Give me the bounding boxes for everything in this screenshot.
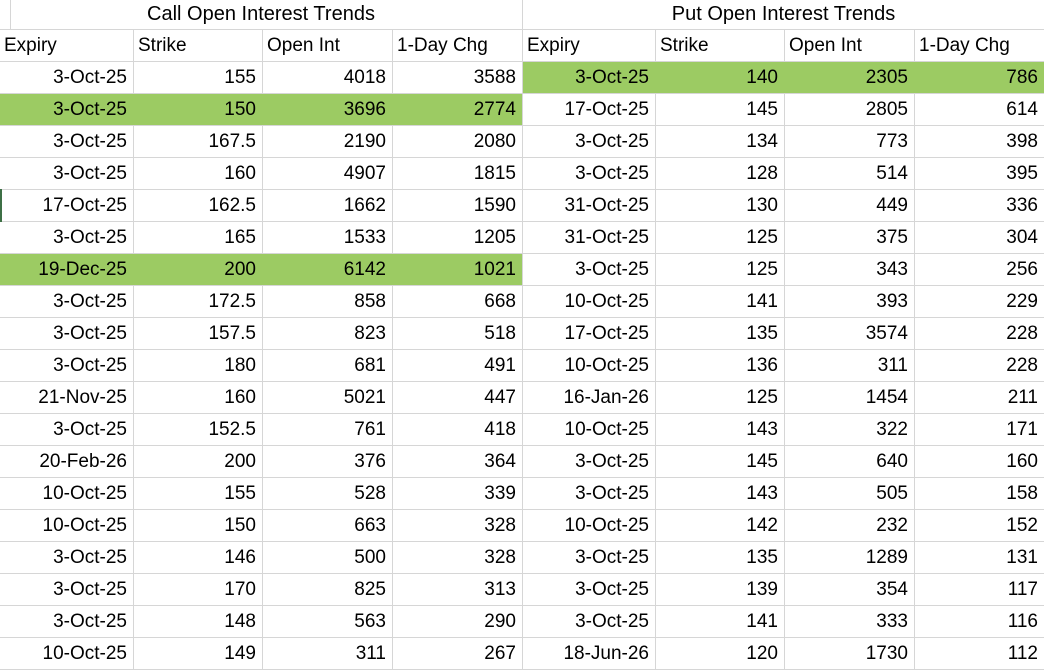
call-table-rows — [0, 62, 522, 670]
cell-open-int[interactable]: 2190 — [262, 126, 392, 157]
cell-chg[interactable]: 313 — [392, 574, 522, 605]
row-edge-marker — [0, 189, 2, 222]
cell-open-int[interactable]: 375 — [784, 222, 914, 253]
table-row — [523, 446, 1044, 478]
table-row — [0, 542, 522, 574]
cell-expiry[interactable]: 10-Oct-25 — [42, 483, 127, 504]
cell-strike[interactable]: 128 — [655, 158, 784, 189]
cell-expiry[interactable]: 3-Oct-25 — [53, 227, 127, 248]
cell-strike[interactable]: 149 — [133, 638, 262, 669]
cell-expiry[interactable]: 3-Oct-25 — [53, 547, 127, 568]
cell-open-int[interactable]: 322 — [784, 414, 914, 445]
cell-strike[interactable]: 142 — [655, 510, 784, 541]
table-row — [0, 574, 522, 606]
table-row — [0, 478, 522, 510]
put-table-rows — [523, 62, 1044, 670]
put-table-header-row — [523, 30, 1044, 62]
cell-chg[interactable]: 267 — [392, 638, 522, 669]
cell-chg[interactable]: 2774 — [473, 99, 516, 120]
table-row — [523, 542, 1044, 574]
cell-strike[interactable]: 136 — [655, 350, 784, 381]
put-table-title-row — [523, 0, 1044, 30]
cell-open-int[interactable]: 393 — [784, 286, 914, 317]
cell-open-int[interactable]: 681 — [262, 350, 392, 381]
cell-strike[interactable]: 150 — [224, 99, 256, 120]
cell-expiry[interactable]: 17-Oct-25 — [564, 99, 649, 120]
cell-expiry[interactable]: 3-Oct-25 — [53, 163, 127, 184]
cell-chg[interactable]: 668 — [392, 286, 522, 317]
cell-expiry[interactable]: 10-Oct-25 — [564, 291, 649, 312]
cell-open-int[interactable]: 354 — [784, 574, 914, 605]
table-row — [0, 382, 522, 414]
cell-open-int[interactable]: 500 — [262, 542, 392, 573]
table-row — [0, 126, 522, 158]
cell-open-int[interactable]: 2805 — [784, 94, 914, 125]
cell-open-int[interactable]: 858 — [262, 286, 392, 317]
table-row — [0, 606, 522, 638]
cell-strike[interactable]: 134 — [655, 126, 784, 157]
cell-strike[interactable]: 125 — [655, 382, 784, 413]
call-table-title-row — [0, 0, 522, 30]
table-row — [523, 254, 1044, 286]
cell-open-int[interactable]: 2305 — [865, 67, 908, 88]
table-row — [0, 446, 522, 478]
table-row — [523, 574, 1044, 606]
cell-strike[interactable]: 141 — [655, 606, 784, 637]
table-row — [523, 510, 1044, 542]
cell-open-int[interactable]: 5021 — [262, 382, 392, 413]
cell-open-int[interactable]: 825 — [262, 574, 392, 605]
cell-strike[interactable]: 145 — [655, 446, 784, 477]
table-row — [523, 606, 1044, 638]
cell-open-int[interactable]: 563 — [262, 606, 392, 637]
cell-open-int[interactable]: 1289 — [784, 542, 914, 573]
column-header-expiry[interactable]: Expiry — [527, 35, 580, 56]
cell-strike[interactable]: 200 — [224, 259, 256, 280]
cell-expiry[interactable]: 3-Oct-25 — [575, 579, 649, 600]
cell-strike[interactable]: 172.5 — [133, 286, 262, 317]
cell-open-int[interactable]: 1662 — [262, 190, 392, 221]
table-row-highlighted — [0, 94, 522, 126]
cell-expiry[interactable]: 3-Oct-25 — [575, 131, 649, 152]
cell-expiry[interactable]: 10-Oct-25 — [564, 515, 649, 536]
table-row — [0, 62, 522, 94]
cell-expiry[interactable]: 3-Oct-25 — [575, 259, 649, 280]
cell-strike[interactable]: 150 — [133, 510, 262, 541]
cell-open-int[interactable]: 6142 — [343, 259, 386, 280]
cell-open-int[interactable]: 333 — [784, 606, 914, 637]
column-header-strike[interactable]: Strike — [133, 30, 262, 61]
cell-strike[interactable]: 139 — [655, 574, 784, 605]
cell-expiry[interactable]: 10-Oct-25 — [42, 515, 127, 536]
cell-expiry[interactable]: 10-Oct-25 — [42, 643, 127, 664]
put-open-interest-table — [522, 0, 1044, 670]
cell-expiry[interactable]: 3-Oct-25 — [53, 131, 127, 152]
cell-strike[interactable]: 160 — [133, 158, 262, 189]
cell-strike[interactable]: 180 — [133, 350, 262, 381]
table-row — [523, 478, 1044, 510]
column-header-strike[interactable]: Strike — [655, 30, 784, 61]
cell-strike[interactable]: 155 — [133, 478, 262, 509]
cell-strike[interactable]: 146 — [133, 542, 262, 573]
table-row — [0, 350, 522, 382]
cell-chg[interactable]: 786 — [1006, 67, 1038, 88]
column-header-1-day-chg[interactable]: 1-Day Chg — [914, 30, 1044, 61]
cell-strike[interactable]: 143 — [655, 478, 784, 509]
cell-open-int[interactable]: 3574 — [784, 318, 914, 349]
cell-expiry[interactable]: 3-Oct-25 — [53, 579, 127, 600]
table-row — [523, 190, 1044, 222]
cell-expiry[interactable]: 3-Oct-25 — [53, 355, 127, 376]
table-row — [523, 382, 1044, 414]
cell-open-int[interactable]: 773 — [784, 126, 914, 157]
cell-strike[interactable]: 130 — [655, 190, 784, 221]
table-row — [0, 510, 522, 542]
table-row — [523, 94, 1044, 126]
cell-expiry[interactable]: 3-Oct-25 — [575, 483, 649, 504]
cell-strike[interactable]: 141 — [655, 286, 784, 317]
cell-strike[interactable]: 157.5 — [133, 318, 262, 349]
cell-expiry[interactable]: 3-Oct-25 — [53, 291, 127, 312]
cell-chg[interactable]: 112 — [914, 638, 1044, 669]
cell-chg[interactable]: 160 — [914, 446, 1044, 477]
column-header-open-int[interactable]: Open Int — [262, 30, 392, 61]
cell-strike[interactable]: 143 — [655, 414, 784, 445]
cell-expiry[interactable]: 3-Oct-25 — [575, 451, 649, 472]
cell-open-int[interactable]: 514 — [784, 158, 914, 189]
cell-strike[interactable]: 162.5 — [133, 190, 262, 221]
table-row — [0, 190, 522, 222]
cell-chg[interactable]: 328 — [392, 510, 522, 541]
cell-chg[interactable]: 328 — [392, 542, 522, 573]
table-row — [523, 414, 1044, 446]
cell-chg[interactable]: 304 — [914, 222, 1044, 253]
cell-expiry[interactable]: 19-Dec-25 — [38, 259, 127, 280]
cell-chg[interactable]: 116 — [914, 606, 1044, 637]
cell-strike[interactable]: 125 — [655, 222, 784, 253]
table-row — [0, 286, 522, 318]
cell-chg[interactable]: 228 — [914, 350, 1044, 381]
cell-open-int[interactable]: 3696 — [343, 99, 386, 120]
cell-chg[interactable]: 1815 — [392, 158, 522, 189]
call-table-title[interactable]: Call Open Interest Trends — [147, 3, 375, 25]
cell-chg[interactable]: 418 — [392, 414, 522, 445]
cell-chg[interactable]: 447 — [392, 382, 522, 413]
table-row — [523, 638, 1044, 670]
table-row — [523, 158, 1044, 190]
cell-strike[interactable]: 155 — [133, 62, 262, 93]
cell-chg[interactable]: 290 — [392, 606, 522, 637]
cell-chg[interactable]: 117 — [914, 574, 1044, 605]
cell-expiry[interactable]: 3-Oct-25 — [53, 323, 127, 344]
cell-strike[interactable]: 200 — [133, 446, 262, 477]
table-row — [0, 318, 522, 350]
cell-expiry[interactable]: 20-Feb-26 — [39, 451, 127, 472]
cell-strike[interactable]: 152.5 — [133, 414, 262, 445]
cell-expiry[interactable]: 3-Oct-25 — [575, 67, 649, 88]
cell-expiry[interactable]: 16-Jan-26 — [563, 387, 649, 408]
cell-chg[interactable]: 152 — [914, 510, 1044, 541]
cell-open-int[interactable]: 505 — [784, 478, 914, 509]
table-row-highlighted — [0, 254, 522, 286]
cell-expiry[interactable]: 21-Nov-25 — [38, 387, 127, 408]
cell-chg[interactable]: 395 — [914, 158, 1044, 189]
cell-expiry[interactable]: 10-Oct-25 — [564, 419, 649, 440]
cell-strike[interactable]: 165 — [133, 222, 262, 253]
cell-open-int[interactable]: 663 — [262, 510, 392, 541]
cell-chg[interactable]: 211 — [914, 382, 1044, 413]
table-row — [523, 318, 1044, 350]
cell-chg[interactable]: 364 — [392, 446, 522, 477]
cell-strike[interactable]: 167.5 — [133, 126, 262, 157]
cell-open-int[interactable]: 640 — [784, 446, 914, 477]
table-row — [0, 222, 522, 254]
column-gridline-fragment — [10, 0, 11, 29]
cell-expiry[interactable]: 18-Jun-26 — [563, 643, 649, 664]
cell-open-int[interactable]: 1533 — [262, 222, 392, 253]
cell-open-int[interactable]: 449 — [784, 190, 914, 221]
put-table-title[interactable]: Put Open Interest Trends — [671, 3, 896, 25]
cell-chg[interactable]: 1021 — [473, 259, 516, 280]
cell-open-int[interactable]: 823 — [262, 318, 392, 349]
cell-strike[interactable]: 170 — [133, 574, 262, 605]
cell-strike[interactable]: 120 — [655, 638, 784, 669]
table-row — [523, 222, 1044, 254]
cell-strike[interactable]: 145 — [655, 94, 784, 125]
cell-chg[interactable]: 339 — [392, 478, 522, 509]
cell-chg[interactable]: 1590 — [392, 190, 522, 221]
cell-chg[interactable]: 614 — [914, 94, 1044, 125]
cell-expiry[interactable]: 10-Oct-25 — [564, 355, 649, 376]
column-header-1-day-chg[interactable]: 1-Day Chg — [392, 30, 522, 61]
table-row — [523, 350, 1044, 382]
cell-open-int[interactable]: 376 — [262, 446, 392, 477]
cell-chg[interactable]: 398 — [914, 126, 1044, 157]
cell-chg[interactable]: 1205 — [392, 222, 522, 253]
cell-chg[interactable]: 158 — [914, 478, 1044, 509]
cell-chg[interactable]: 229 — [914, 286, 1044, 317]
cell-expiry[interactable]: 3-Oct-25 — [575, 611, 649, 632]
cell-strike[interactable]: 125 — [655, 254, 784, 285]
cell-strike[interactable]: 160 — [133, 382, 262, 413]
cell-open-int[interactable]: 311 — [784, 350, 914, 381]
cell-open-int[interactable]: 4018 — [262, 62, 392, 93]
column-header-open-int[interactable]: Open Int — [784, 30, 914, 61]
cell-chg[interactable]: 518 — [392, 318, 522, 349]
cell-expiry[interactable]: 3-Oct-25 — [53, 67, 127, 88]
cell-chg[interactable]: 256 — [914, 254, 1044, 285]
cell-open-int[interactable]: 343 — [784, 254, 914, 285]
cell-chg[interactable]: 491 — [392, 350, 522, 381]
call-table-header-row — [0, 30, 522, 62]
cell-chg[interactable]: 3588 — [392, 62, 522, 93]
cell-expiry[interactable]: 17-Oct-25 — [42, 195, 127, 216]
cell-expiry[interactable]: 3-Oct-25 — [53, 611, 127, 632]
cell-chg[interactable]: 171 — [914, 414, 1044, 445]
cell-expiry[interactable]: 3-Oct-25 — [575, 163, 649, 184]
table-row — [0, 414, 522, 446]
table-row — [0, 638, 522, 670]
cell-strike[interactable]: 148 — [133, 606, 262, 637]
cell-expiry[interactable]: 3-Oct-25 — [53, 419, 127, 440]
table-row — [523, 286, 1044, 318]
table-row — [523, 126, 1044, 158]
column-header-expiry[interactable]: Expiry — [4, 35, 57, 56]
cell-open-int[interactable]: 311 — [262, 638, 392, 669]
cell-expiry[interactable]: 31-Oct-25 — [564, 195, 649, 216]
cell-chg[interactable]: 336 — [914, 190, 1044, 221]
cell-open-int[interactable]: 528 — [262, 478, 392, 509]
cell-strike[interactable]: 135 — [655, 542, 784, 573]
cell-expiry[interactable]: 17-Oct-25 — [564, 323, 649, 344]
cell-open-int[interactable]: 1454 — [784, 382, 914, 413]
cell-open-int[interactable]: 1730 — [784, 638, 914, 669]
cell-open-int[interactable]: 232 — [784, 510, 914, 541]
cell-strike[interactable]: 140 — [746, 67, 778, 88]
cell-open-int[interactable]: 4907 — [262, 158, 392, 189]
cell-open-int[interactable]: 761 — [262, 414, 392, 445]
table-row — [0, 158, 522, 190]
table-row-highlighted — [523, 62, 1044, 94]
cell-expiry[interactable]: 3-Oct-25 — [53, 99, 127, 120]
cell-chg[interactable]: 228 — [914, 318, 1044, 349]
cell-expiry[interactable]: 3-Oct-25 — [575, 547, 649, 568]
cell-strike[interactable]: 135 — [655, 318, 784, 349]
cell-chg[interactable]: 2080 — [392, 126, 522, 157]
cell-expiry[interactable]: 31-Oct-25 — [564, 227, 649, 248]
cell-chg[interactable]: 131 — [914, 542, 1044, 573]
